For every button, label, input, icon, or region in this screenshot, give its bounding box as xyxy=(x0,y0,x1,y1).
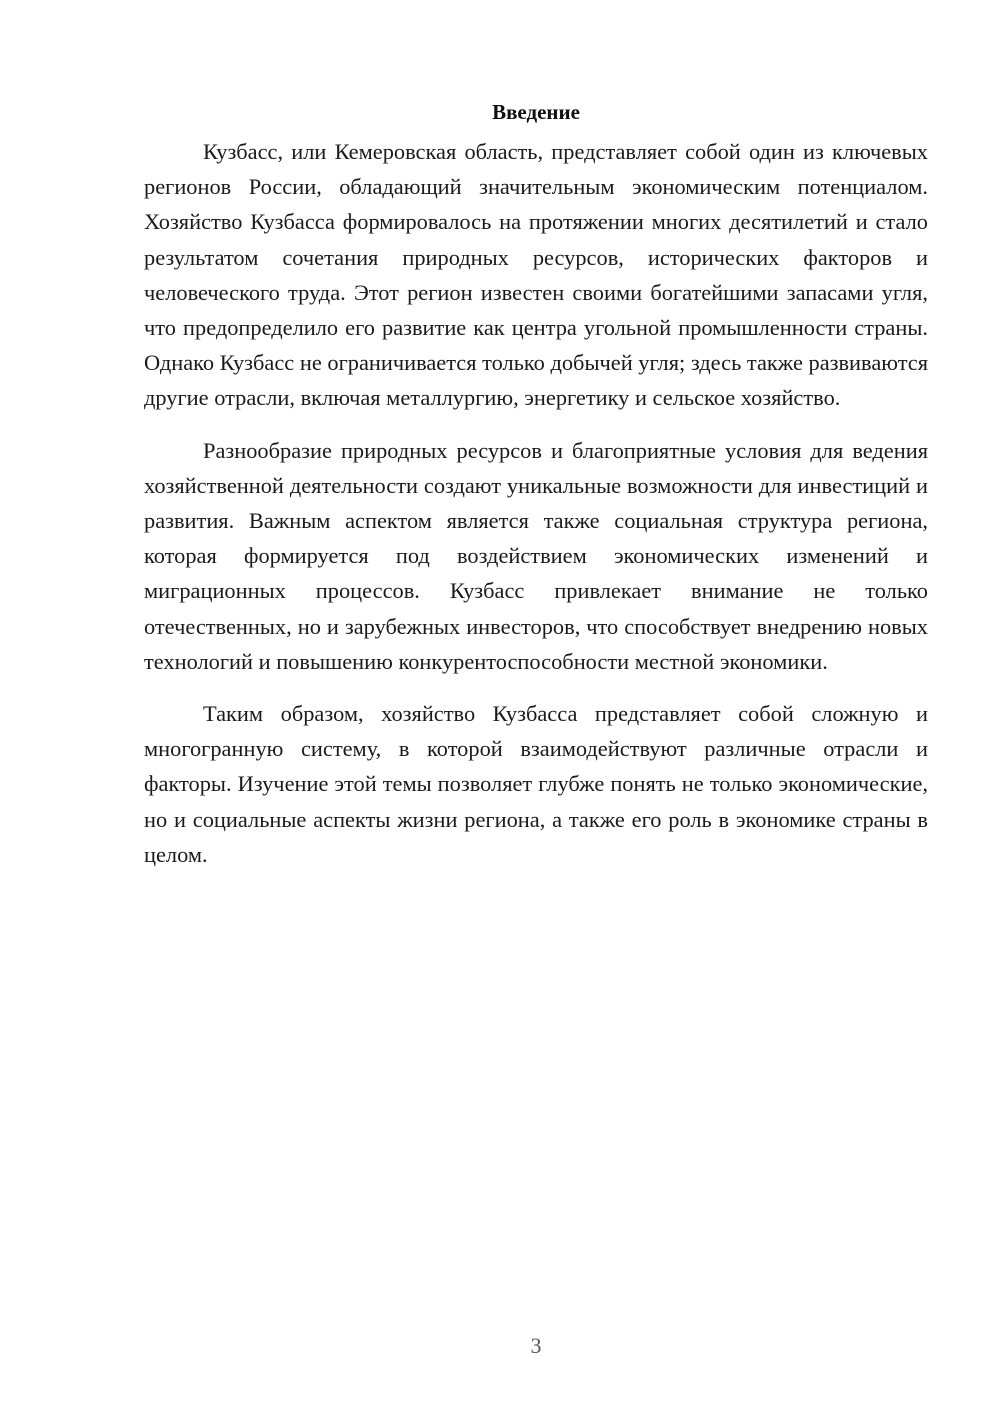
section-heading: Введение xyxy=(492,100,580,124)
paragraph-3: Таким образом, хозяйство Кузбасса представляет собой сложную и многогранную систему, в которой взаимодействуют различные отрасли и факторы. Изучение этой темы позволяет глубже понять не только экономические, но и социальные аспекты жизни региона, а также его роль в экономике страны в целом. xyxy=(144,701,928,867)
page-number: 3 xyxy=(530,1333,542,1358)
page-content xyxy=(144,94,928,889)
paragraph-1: Кузбасс, или Кемеровская область, представляет собой один из ключевых регионов России, обладающий значительным экономическим потенциалом. Хозяйство Кузбасса формировалось на протяжении многих десятилетий и стало результатом сочетания природных ресурсов, исторических факторов и человеческого труда. Этот регион известен своими богатейшими запасами угля, что предопределило его развитие как центра угольной промышленности страны. Однако Кузбасс не ограничивается только добычей угля; здесь также развиваются другие отрасли, включая металлургию, энергетику и сельское хозяйство. xyxy=(144,139,928,411)
paragraph-2: Разнообразие природных ресурсов и благоприятные условия для ведения хозяйственной деятельности создают уникальные возможности для инвестиций и развития. Важным аспектом является также социальная структура региона, которая формируется под воздействием экономических изменений и миграционных процессов. Кузбасс привлекает внимание не только отечественных, но и зарубежных инвесторов, что способствует внедрению новых технологий и повышению конкурентоспособности местной экономики. xyxy=(144,437,928,674)
